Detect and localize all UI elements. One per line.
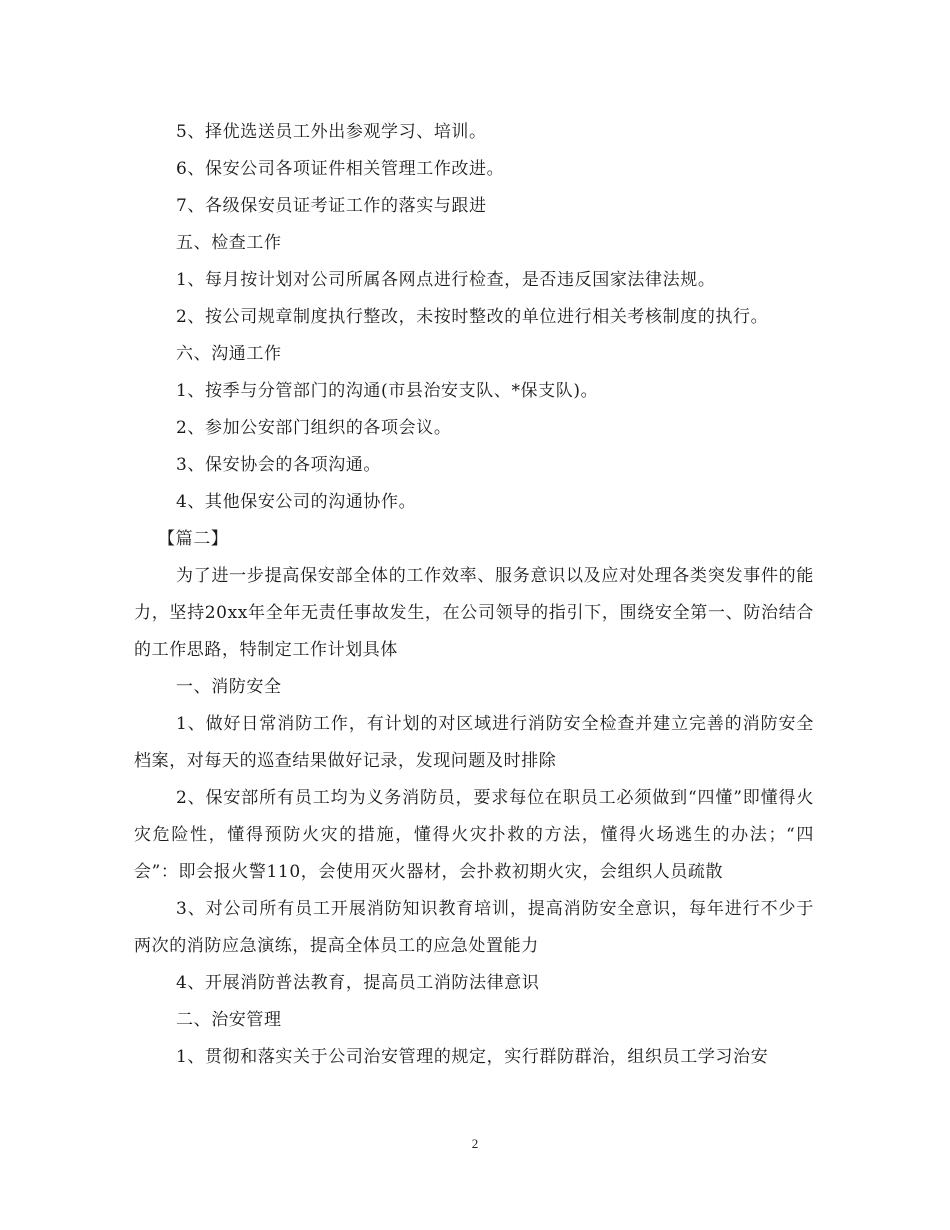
page-number: 2 xyxy=(471,1136,479,1151)
paragraph: 3、保安协会的各项沟通。 xyxy=(176,455,382,475)
paragraph: 7、各级保安员证考证工作的落实与跟进 xyxy=(176,196,487,216)
paragraph: 5、择优选送员工外出参观学习、培训。 xyxy=(176,122,487,142)
paragraph: 3、对公司所有员工开展消防知识教育培训，提高消防安全意识，每年进行不少于两次的消防应急演练，提高全体员工的应急处置能力 xyxy=(134,899,814,956)
paragraph: 6、保安公司各项证件相关管理工作改进。 xyxy=(176,159,505,179)
part-heading: 【篇二】 xyxy=(158,529,229,549)
section-heading: 六、沟通工作 xyxy=(176,344,282,364)
paragraph: 1、贯彻和落实关于公司治安管理的规定，实行群防群治，组织员工学习治安 xyxy=(176,1047,769,1067)
paragraph: 2、按公司规章制度执行整改，未按时整改的单位进行相关考核制度的执行。 xyxy=(176,307,769,327)
paragraph: 1、做好日常消防工作，有计划的对区域进行消防安全检查并建立完善的消防安全档案，对每天的巡查结果做好记录，发现问题及时排除 xyxy=(134,714,814,771)
paragraph: 2、参加公安部门组织的各项会议。 xyxy=(176,418,452,438)
document-body xyxy=(134,114,814,1076)
paragraph: 1、按季与分管部门的沟通(市县治安支队、*保支队)。 xyxy=(176,381,599,401)
paragraph: 2、保安部所有员工均为义务消防员，要求每位在职员工必须做到“四懂”即懂得火灾危险性，懂得预防火灾的措施，懂得火灾扑救的方法，懂得火场逃生的办法；“四会”：即会报火警110，会使用灭火器材，会扑救初期火灾，会组织人员疏散 xyxy=(134,788,814,882)
paragraph: 为了进一步提高保安部全体的工作效率、服务意识以及应对处理各类突发事件的能力，坚持20xx年全年无责任事故发生，在公司领导的指引下，围绕安全第一、防治结合的工作思路，特制定工作计划具体 xyxy=(134,566,814,660)
paragraph: 4、其他保安公司的沟通协作。 xyxy=(176,492,417,512)
section-heading: 五、检查工作 xyxy=(176,233,282,253)
section-heading: 一、消防安全 xyxy=(176,677,282,697)
paragraph: 1、每月按计划对公司所属各网点进行检查，是否违反国家法律法规。 xyxy=(176,270,716,290)
section-heading: 二、治安管理 xyxy=(176,1010,282,1030)
paragraph: 4、开展消防普法教育，提高员工消防法律意识 xyxy=(176,973,540,993)
